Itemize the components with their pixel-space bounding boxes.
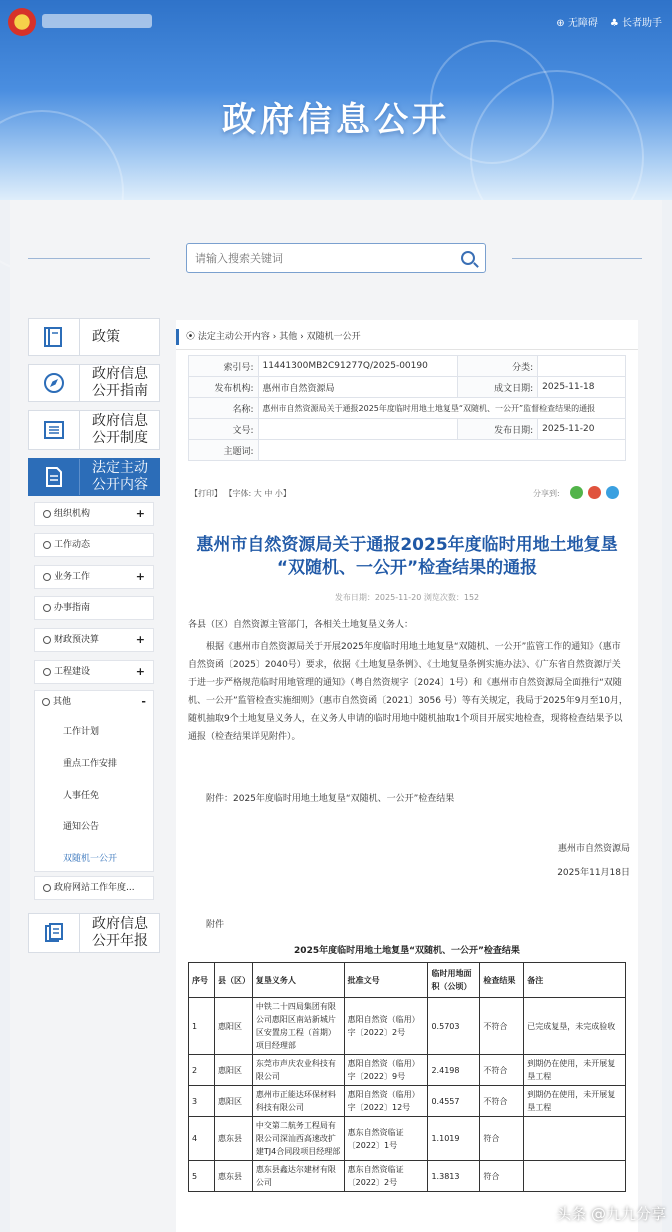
meta-key: 分类: bbox=[458, 356, 538, 377]
bullet-icon bbox=[43, 668, 51, 676]
leaf-personnel[interactable]: 人事任免 bbox=[63, 791, 100, 801]
bullet-icon bbox=[43, 884, 51, 892]
national-emblem-icon bbox=[8, 8, 36, 36]
expand-icon[interactable]: + bbox=[135, 665, 145, 678]
document-icon bbox=[29, 459, 80, 495]
table-cell bbox=[524, 1161, 626, 1192]
report-icon bbox=[29, 914, 80, 952]
nav-label: 政府信息公开指南 bbox=[92, 366, 148, 399]
attach-label: 附件 bbox=[206, 920, 225, 930]
sub-item-budget[interactable]: 财政预决算 + bbox=[34, 628, 154, 652]
sub-item-news[interactable]: 工作动态 bbox=[34, 533, 154, 557]
article-title: 惠州市自然资源局关于通报2025年度临时用地土地复垦 “双随机、一公开”检查结果的通报 bbox=[196, 535, 618, 578]
table-cell: 惠阳区 bbox=[214, 1055, 252, 1086]
bullet-icon bbox=[43, 604, 51, 612]
table-cell: 东莞市声庆农业科技有限公司 bbox=[252, 1055, 344, 1086]
compass-icon bbox=[29, 365, 80, 401]
table-title: 2025年度临时用地土地复垦“双随机、一公开”检查结果 bbox=[294, 946, 520, 956]
meta-value bbox=[258, 419, 458, 440]
bullet-icon bbox=[43, 541, 51, 549]
meta-value: 惠州市自然资源局 bbox=[258, 377, 458, 398]
expand-icon[interactable]: + bbox=[135, 507, 145, 520]
font-size-label: 【字体: bbox=[224, 489, 252, 498]
meta-key: 成文日期: bbox=[458, 377, 538, 398]
breadcrumb-item[interactable]: 其他 bbox=[279, 332, 298, 342]
table-cell: 1 bbox=[189, 998, 215, 1055]
watermark: 头条 @九九分享 bbox=[556, 1205, 666, 1223]
table-cell: 3 bbox=[189, 1086, 215, 1117]
table-row bbox=[189, 998, 626, 1055]
leaf-key-tasks[interactable]: 重点工作安排 bbox=[63, 759, 118, 769]
site-name-blurred bbox=[42, 14, 152, 28]
nav-statutory-content[interactable] bbox=[28, 458, 160, 496]
table-cell: 中铁二十四局集团有限公司惠阳区南站新城片区安置房工程（首期）项目经理部 bbox=[252, 998, 344, 1055]
breadcrumb bbox=[176, 325, 638, 350]
sub-item-construction[interactable]: 工程建设 + bbox=[34, 660, 154, 684]
chevron-right-icon: › bbox=[300, 332, 307, 342]
table-header: 检查结果 bbox=[480, 963, 524, 998]
leaf-notices[interactable]: 通知公告 bbox=[63, 822, 100, 832]
table-cell: 惠东自然资临证〔2022〕1号 bbox=[344, 1117, 428, 1161]
table-cell: 惠东县鑫达尔建材有限公司 bbox=[252, 1161, 344, 1192]
table-cell: 2.4198 bbox=[428, 1055, 480, 1086]
sub-item-annual-work[interactable]: 政府网站工作年度... bbox=[34, 876, 154, 900]
breadcrumb-item[interactable]: 双随机一公开 bbox=[306, 332, 361, 342]
book-icon bbox=[29, 319, 80, 355]
meta-value: 惠州市自然资源局关于通报2025年度临时用地土地复垦“双随机、一公开”监督检查结果的通报 bbox=[258, 398, 625, 419]
table-cell: 到期仍在使用，未开展复垦工程 bbox=[524, 1086, 626, 1117]
sign-date: 2025年11月18日 bbox=[557, 868, 630, 878]
nav-label: 政府信息公开年报 bbox=[92, 916, 148, 949]
bullet-icon bbox=[43, 636, 51, 644]
meta-value bbox=[258, 440, 625, 461]
meta-key: 文号: bbox=[189, 419, 259, 440]
bullet-icon bbox=[43, 573, 51, 581]
sub-item-other[interactable]: 其他 - bbox=[34, 691, 154, 715]
article-pubinfo: 发布日期：2025-11-20 浏览次数：152 bbox=[334, 593, 480, 602]
list-icon bbox=[29, 411, 80, 449]
table-cell bbox=[524, 1117, 626, 1161]
leaf-work-plan[interactable]: 工作计划 bbox=[63, 727, 100, 737]
nav-label: 政府信息公开制度 bbox=[92, 413, 148, 446]
accessibility-link[interactable]: ⊕ 无障碍 bbox=[556, 18, 598, 29]
sub-group-other bbox=[34, 690, 154, 872]
table-cell: 惠东县 bbox=[214, 1161, 252, 1192]
meta-value bbox=[538, 356, 626, 377]
table-header: 复垦义务人 bbox=[252, 963, 344, 998]
table-header: 备注 bbox=[524, 963, 626, 998]
chevron-right-icon: › bbox=[272, 332, 280, 342]
table-cell: 符合 bbox=[480, 1117, 524, 1161]
nav-annual-report[interactable] bbox=[28, 913, 160, 953]
meta-key: 发布日期: bbox=[458, 419, 538, 440]
location-icon: ⦿ bbox=[186, 332, 196, 342]
divider bbox=[512, 258, 642, 259]
table-header: 临时用地面积（公顷） bbox=[428, 963, 480, 998]
meta-key: 主题词: bbox=[189, 440, 259, 461]
qq-icon[interactable] bbox=[606, 486, 619, 499]
meta-key: 名称: bbox=[189, 398, 259, 419]
meta-key: 索引号: bbox=[189, 356, 259, 377]
table-row bbox=[189, 1161, 626, 1192]
table-cell: 0.5703 bbox=[428, 998, 480, 1055]
elder-assistant-link[interactable]: ♣ 长者助手 bbox=[609, 18, 662, 29]
nav-label: 法定主动公开内容 bbox=[92, 460, 148, 493]
expand-icon[interactable]: + bbox=[135, 570, 145, 583]
table-cell: 惠东县 bbox=[214, 1117, 252, 1161]
sub-item-org[interactable]: 组织机构 + bbox=[34, 502, 154, 526]
divider bbox=[28, 258, 150, 259]
sub-item-business[interactable]: 业务工作 + bbox=[34, 565, 154, 589]
search-input[interactable] bbox=[187, 244, 453, 272]
table-cell: 惠阳自然资（临用）字〔2022〕2号 bbox=[344, 998, 428, 1055]
bullet-icon bbox=[42, 698, 50, 706]
article-body: 根据《惠州市自然资源局关于开展2025年度临时用地土地复垦“双随机、一公开”监管工作的通知》（惠市自然资函〔2025〕2040号）要求，依据《土地复垦条例》、《土地复垦条例实施办法》、《广东省自然资源厅关于进一步严格规范临时用地管理的通知》（粤自然资规字〔2024〕1号）和《惠州市自然资源局全面推行“双随机、一公开”监管检查实施细则》（惠市自然资函〔2021〕3056 号）等有关规定，我局于2025年9月至10月，随机抽取9个土地复垦义务人，在义务人申请的临时用地中随机抽取1个项目开展实地检查，现将检查结果予以通报（检查结果详见附件）。 bbox=[188, 642, 628, 742]
table-cell: 不符合 bbox=[480, 998, 524, 1055]
table-cell: 惠阳区 bbox=[214, 1086, 252, 1117]
share-label: 分享到: bbox=[533, 489, 560, 498]
salutation: 各县（区）自然资源主管部门，各相关土地复垦义务人： bbox=[188, 620, 414, 630]
search-icon[interactable] bbox=[461, 251, 475, 265]
breadcrumb-item[interactable]: 法定主动公开内容 bbox=[197, 332, 270, 342]
table-cell: 惠阳自然资（临用）字〔2022〕9号 bbox=[344, 1055, 428, 1086]
table-cell: 到期仍在使用，未开展复垦工程 bbox=[524, 1055, 626, 1086]
wechat-icon[interactable] bbox=[570, 486, 583, 499]
table-header: 批准文号 bbox=[344, 963, 428, 998]
table-row bbox=[189, 1055, 626, 1086]
meta-key: 发布机构: bbox=[189, 377, 259, 398]
print-button[interactable]: 【打印】 bbox=[190, 489, 222, 498]
nav-label: 政策 bbox=[92, 328, 120, 345]
nav-system[interactable] bbox=[28, 410, 160, 450]
table-cell: 1.3813 bbox=[428, 1161, 480, 1192]
meta-value: 2025-11-18 bbox=[538, 377, 626, 398]
table-row bbox=[189, 1086, 626, 1117]
attachment-link[interactable]: 附件：2025年度临时用地土地复垦“双随机、一公开”检查结果 bbox=[206, 794, 455, 804]
table-cell: 不符合 bbox=[480, 1086, 524, 1117]
table-cell: 惠阳区 bbox=[214, 998, 252, 1055]
table-cell: 中交第二航务工程局有限公司深汕西高速改扩建TJ4合同段项目经理部 bbox=[252, 1117, 344, 1161]
meta-value: 11441300MB2C91277Q/2025-00190 bbox=[258, 356, 458, 377]
meta-value: 2025-11-20 bbox=[538, 419, 626, 440]
meta-table bbox=[188, 355, 626, 461]
table-cell: 惠东自然资临证〔2022〕2号 bbox=[344, 1161, 428, 1192]
header-banner bbox=[0, 0, 672, 200]
bullet-icon bbox=[43, 510, 51, 518]
collapse-icon[interactable]: - bbox=[141, 695, 146, 708]
nav-guide[interactable] bbox=[28, 364, 160, 402]
table-cell: 4 bbox=[189, 1117, 215, 1161]
table-cell: 已完成复垦，未完成验收 bbox=[524, 998, 626, 1055]
table-header: 序号 bbox=[189, 963, 215, 998]
article-tools bbox=[190, 488, 291, 499]
table-cell: 惠阳自然资（临用）字〔2022〕12号 bbox=[344, 1086, 428, 1117]
page-title: 政府信息公开 bbox=[222, 100, 450, 140]
results-table bbox=[188, 962, 626, 1192]
table-row bbox=[189, 1117, 626, 1161]
table-cell: 5 bbox=[189, 1161, 215, 1192]
nav-policy[interactable] bbox=[28, 318, 160, 356]
breadcrumb-bar bbox=[176, 329, 179, 345]
sub-item-guide[interactable]: 办事指南 bbox=[34, 596, 154, 620]
table-cell: 惠州市正能达环保材料科技有限公司 bbox=[252, 1086, 344, 1117]
table-cell: 0.4557 bbox=[428, 1086, 480, 1117]
table-cell: 2 bbox=[189, 1055, 215, 1086]
table-cell: 不符合 bbox=[480, 1055, 524, 1086]
table-cell: 1.1019 bbox=[428, 1117, 480, 1161]
table-header: 县（区） bbox=[214, 963, 252, 998]
font-size-options[interactable]: 大 中 小】 bbox=[253, 489, 291, 498]
table-cell: 符合 bbox=[480, 1161, 524, 1192]
signature: 惠州市自然资源局 bbox=[557, 844, 630, 854]
expand-icon[interactable]: + bbox=[135, 633, 145, 646]
leaf-double-random[interactable]: 双随机一公开 bbox=[63, 854, 118, 864]
search-box bbox=[186, 243, 486, 273]
weibo-icon[interactable] bbox=[588, 486, 601, 499]
